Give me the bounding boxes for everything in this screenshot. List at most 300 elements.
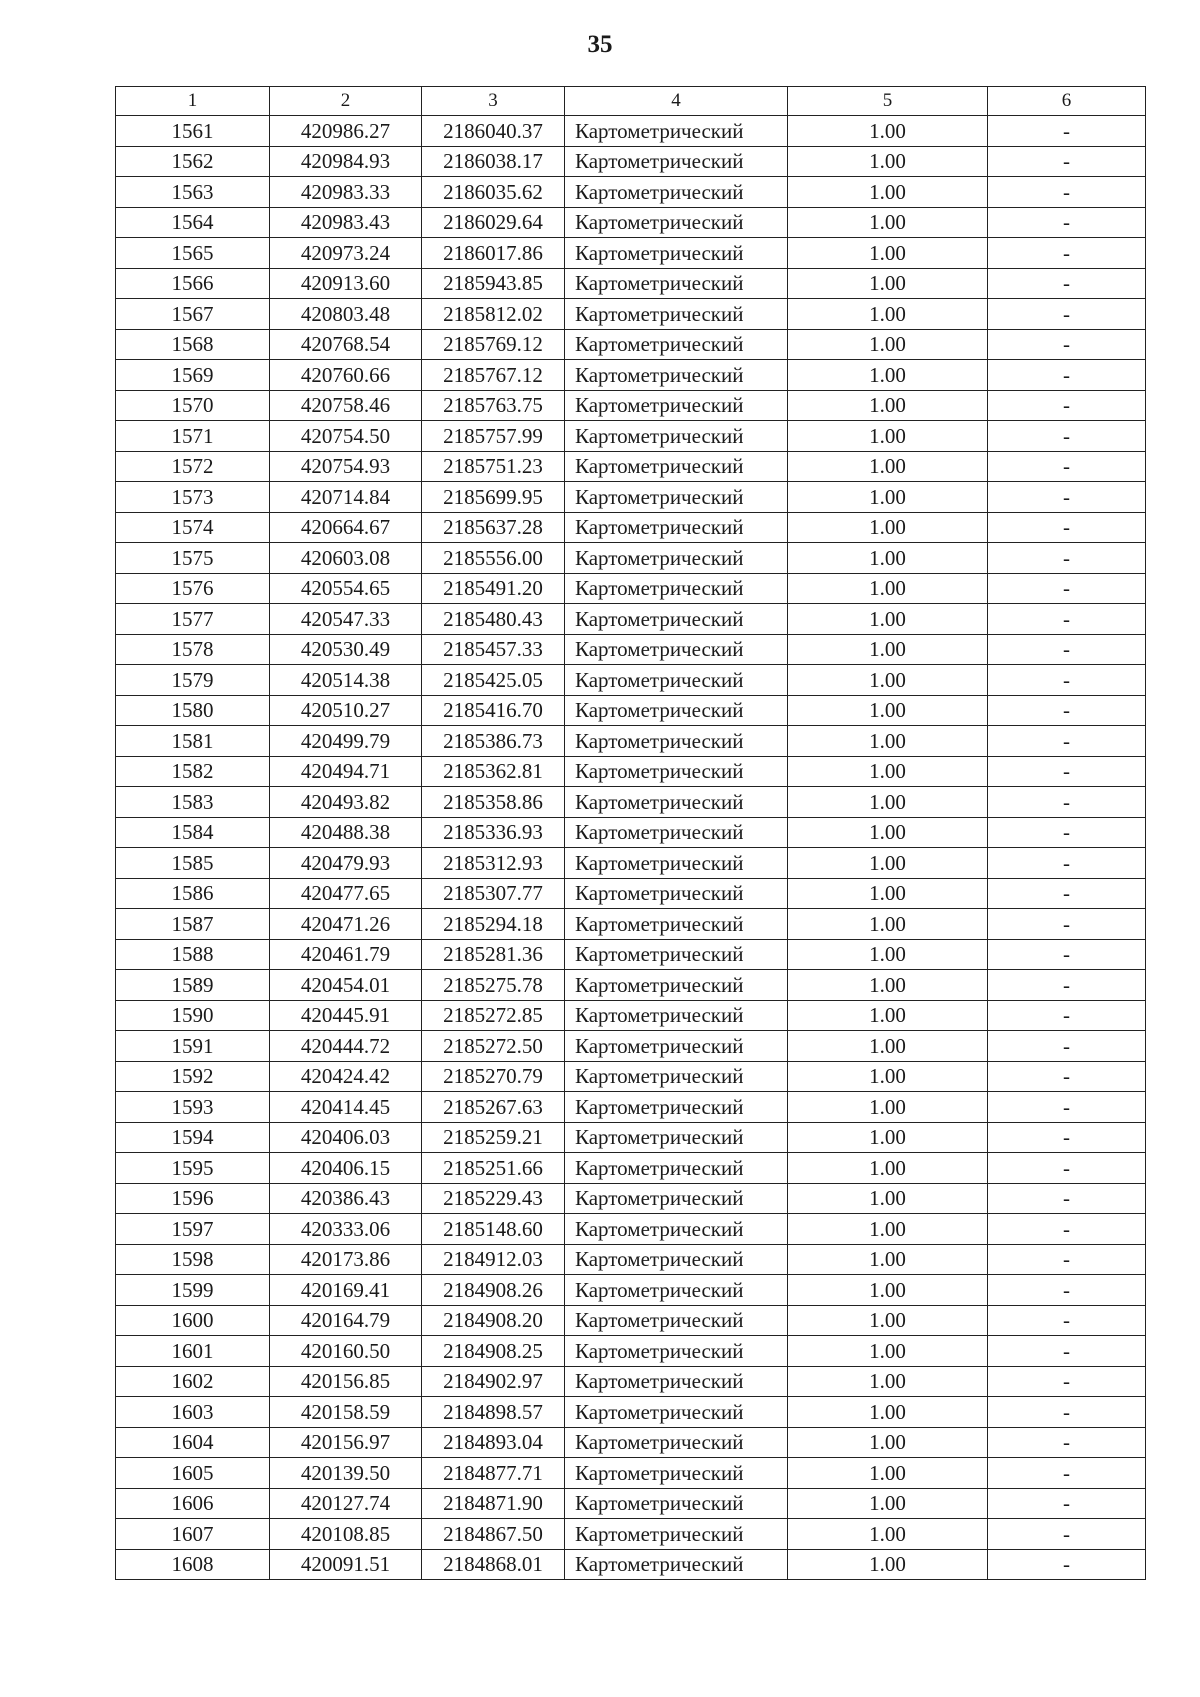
description-cell: - bbox=[988, 878, 1146, 909]
x-coordinate-cell: 420554.65 bbox=[270, 573, 422, 604]
accuracy-cell: 1.00 bbox=[788, 1061, 988, 1092]
description-cell: - bbox=[988, 238, 1146, 269]
y-coordinate-cell: 2186038.17 bbox=[422, 146, 565, 177]
x-coordinate-cell: 420471.26 bbox=[270, 909, 422, 940]
point-number-cell: 1596 bbox=[116, 1183, 270, 1214]
method-cell: Картометрический bbox=[565, 1031, 788, 1062]
method-cell: Картометрический bbox=[565, 1336, 788, 1367]
point-number-cell: 1562 bbox=[116, 146, 270, 177]
description-cell: - bbox=[988, 207, 1146, 238]
table-row bbox=[116, 299, 1146, 330]
point-number-cell: 1598 bbox=[116, 1244, 270, 1275]
description-cell: - bbox=[988, 329, 1146, 360]
accuracy-cell: 1.00 bbox=[788, 482, 988, 513]
accuracy-cell: 1.00 bbox=[788, 268, 988, 299]
description-cell: - bbox=[988, 360, 1146, 391]
x-coordinate-cell: 420754.93 bbox=[270, 451, 422, 482]
accuracy-cell: 1.00 bbox=[788, 238, 988, 269]
x-coordinate-cell: 420984.93 bbox=[270, 146, 422, 177]
x-coordinate-cell: 420510.27 bbox=[270, 695, 422, 726]
x-coordinate-cell: 420758.46 bbox=[270, 390, 422, 421]
point-number-cell: 1597 bbox=[116, 1214, 270, 1245]
method-cell: Картометрический bbox=[565, 360, 788, 391]
method-cell: Картометрический bbox=[565, 1366, 788, 1397]
x-coordinate-cell: 420603.08 bbox=[270, 543, 422, 574]
description-cell: - bbox=[988, 1214, 1146, 1245]
table-row bbox=[116, 177, 1146, 208]
column-header-6: 6 bbox=[988, 87, 1146, 116]
description-cell: - bbox=[988, 390, 1146, 421]
x-coordinate-cell: 420754.50 bbox=[270, 421, 422, 452]
table-row bbox=[116, 848, 1146, 879]
y-coordinate-cell: 2184871.90 bbox=[422, 1488, 565, 1519]
y-coordinate-cell: 2185251.66 bbox=[422, 1153, 565, 1184]
table-row bbox=[116, 1092, 1146, 1123]
x-coordinate-cell: 420406.03 bbox=[270, 1122, 422, 1153]
point-number-cell: 1573 bbox=[116, 482, 270, 513]
method-cell: Картометрический bbox=[565, 512, 788, 543]
x-coordinate-cell: 420983.43 bbox=[270, 207, 422, 238]
point-number-cell: 1599 bbox=[116, 1275, 270, 1306]
description-cell: - bbox=[988, 1366, 1146, 1397]
y-coordinate-cell: 2185556.00 bbox=[422, 543, 565, 574]
y-coordinate-cell: 2185362.81 bbox=[422, 756, 565, 787]
method-cell: Картометрический bbox=[565, 421, 788, 452]
accuracy-cell: 1.00 bbox=[788, 1458, 988, 1489]
table-row bbox=[116, 1458, 1146, 1489]
x-coordinate-cell: 420514.38 bbox=[270, 665, 422, 696]
x-coordinate-cell: 420913.60 bbox=[270, 268, 422, 299]
accuracy-cell: 1.00 bbox=[788, 1427, 988, 1458]
method-cell: Картометрический bbox=[565, 329, 788, 360]
y-coordinate-cell: 2184898.57 bbox=[422, 1397, 565, 1428]
method-cell: Картометрический bbox=[565, 146, 788, 177]
x-coordinate-cell: 420479.93 bbox=[270, 848, 422, 879]
point-number-cell: 1579 bbox=[116, 665, 270, 696]
accuracy-cell: 1.00 bbox=[788, 177, 988, 208]
x-coordinate-cell: 420108.85 bbox=[270, 1519, 422, 1550]
method-cell: Картометрический bbox=[565, 1549, 788, 1580]
point-number-cell: 1561 bbox=[116, 116, 270, 147]
y-coordinate-cell: 2185425.05 bbox=[422, 665, 565, 696]
y-coordinate-cell: 2185943.85 bbox=[422, 268, 565, 299]
method-cell: Картометрический bbox=[565, 634, 788, 665]
table-row bbox=[116, 421, 1146, 452]
y-coordinate-cell: 2184908.26 bbox=[422, 1275, 565, 1306]
point-number-cell: 1565 bbox=[116, 238, 270, 269]
table-row bbox=[116, 909, 1146, 940]
y-coordinate-cell: 2185812.02 bbox=[422, 299, 565, 330]
accuracy-cell: 1.00 bbox=[788, 451, 988, 482]
table-row bbox=[116, 1153, 1146, 1184]
y-coordinate-cell: 2185272.85 bbox=[422, 1000, 565, 1031]
method-cell: Картометрический bbox=[565, 1092, 788, 1123]
table-row bbox=[116, 543, 1146, 574]
table-row bbox=[116, 451, 1146, 482]
accuracy-cell: 1.00 bbox=[788, 1000, 988, 1031]
accuracy-cell: 1.00 bbox=[788, 1122, 988, 1153]
method-cell: Картометрический bbox=[565, 1519, 788, 1550]
description-cell: - bbox=[988, 1153, 1146, 1184]
y-coordinate-cell: 2185307.77 bbox=[422, 878, 565, 909]
description-cell: - bbox=[988, 512, 1146, 543]
table-row bbox=[116, 1275, 1146, 1306]
accuracy-cell: 1.00 bbox=[788, 360, 988, 391]
x-coordinate-cell: 420156.97 bbox=[270, 1427, 422, 1458]
y-coordinate-cell: 2185637.28 bbox=[422, 512, 565, 543]
page-number: 35 bbox=[587, 31, 613, 58]
accuracy-cell: 1.00 bbox=[788, 939, 988, 970]
accuracy-cell: 1.00 bbox=[788, 1275, 988, 1306]
table-row bbox=[116, 1183, 1146, 1214]
method-cell: Картометрический bbox=[565, 1214, 788, 1245]
description-cell: - bbox=[988, 909, 1146, 940]
table-row bbox=[116, 665, 1146, 696]
x-coordinate-cell: 420760.66 bbox=[270, 360, 422, 391]
method-cell: Картометрический bbox=[565, 1000, 788, 1031]
accuracy-cell: 1.00 bbox=[788, 390, 988, 421]
table-row bbox=[116, 268, 1146, 299]
method-cell: Картометрический bbox=[565, 1458, 788, 1489]
table-row bbox=[116, 1061, 1146, 1092]
method-cell: Картометрический bbox=[565, 1061, 788, 1092]
point-number-cell: 1581 bbox=[116, 726, 270, 757]
table-row bbox=[116, 939, 1146, 970]
x-coordinate-cell: 420414.45 bbox=[270, 1092, 422, 1123]
accuracy-cell: 1.00 bbox=[788, 512, 988, 543]
point-number-cell: 1576 bbox=[116, 573, 270, 604]
y-coordinate-cell: 2185769.12 bbox=[422, 329, 565, 360]
column-header-5: 5 bbox=[788, 87, 988, 116]
point-number-cell: 1605 bbox=[116, 1458, 270, 1489]
x-coordinate-cell: 420164.79 bbox=[270, 1305, 422, 1336]
method-cell: Картометрический bbox=[565, 390, 788, 421]
x-coordinate-cell: 420169.41 bbox=[270, 1275, 422, 1306]
y-coordinate-cell: 2185757.99 bbox=[422, 421, 565, 452]
point-number-cell: 1606 bbox=[116, 1488, 270, 1519]
method-cell: Картометрический bbox=[565, 451, 788, 482]
description-cell: - bbox=[988, 1427, 1146, 1458]
accuracy-cell: 1.00 bbox=[788, 329, 988, 360]
y-coordinate-cell: 2184912.03 bbox=[422, 1244, 565, 1275]
table-row bbox=[116, 1397, 1146, 1428]
point-number-cell: 1593 bbox=[116, 1092, 270, 1123]
description-cell: - bbox=[988, 573, 1146, 604]
description-cell: - bbox=[988, 1122, 1146, 1153]
y-coordinate-cell: 2185491.20 bbox=[422, 573, 565, 604]
x-coordinate-cell: 420406.15 bbox=[270, 1153, 422, 1184]
description-cell: - bbox=[988, 116, 1146, 147]
point-number-cell: 1601 bbox=[116, 1336, 270, 1367]
accuracy-cell: 1.00 bbox=[788, 1488, 988, 1519]
accuracy-cell: 1.00 bbox=[788, 1153, 988, 1184]
method-cell: Картометрический bbox=[565, 726, 788, 757]
x-coordinate-cell: 420714.84 bbox=[270, 482, 422, 513]
table-row bbox=[116, 390, 1146, 421]
point-number-cell: 1572 bbox=[116, 451, 270, 482]
description-cell: - bbox=[988, 1305, 1146, 1336]
method-cell: Картометрический bbox=[565, 116, 788, 147]
method-cell: Картометрический bbox=[565, 970, 788, 1001]
y-coordinate-cell: 2185270.79 bbox=[422, 1061, 565, 1092]
column-header-2: 2 bbox=[270, 87, 422, 116]
method-cell: Картометрический bbox=[565, 1183, 788, 1214]
method-cell: Картометрический bbox=[565, 695, 788, 726]
table-row bbox=[116, 604, 1146, 635]
x-coordinate-cell: 420547.33 bbox=[270, 604, 422, 635]
table-row bbox=[116, 1122, 1146, 1153]
description-cell: - bbox=[988, 1458, 1146, 1489]
description-cell: - bbox=[988, 665, 1146, 696]
accuracy-cell: 1.00 bbox=[788, 604, 988, 635]
point-number-cell: 1583 bbox=[116, 787, 270, 818]
point-number-cell: 1600 bbox=[116, 1305, 270, 1336]
table-row bbox=[116, 329, 1146, 360]
point-number-cell: 1575 bbox=[116, 543, 270, 574]
method-cell: Картометрический bbox=[565, 878, 788, 909]
table-row bbox=[116, 1244, 1146, 1275]
y-coordinate-cell: 2184867.50 bbox=[422, 1519, 565, 1550]
description-cell: - bbox=[988, 299, 1146, 330]
accuracy-cell: 1.00 bbox=[788, 1092, 988, 1123]
point-number-cell: 1608 bbox=[116, 1549, 270, 1580]
x-coordinate-cell: 420493.82 bbox=[270, 787, 422, 818]
method-cell: Картометрический bbox=[565, 543, 788, 574]
y-coordinate-cell: 2185281.36 bbox=[422, 939, 565, 970]
accuracy-cell: 1.00 bbox=[788, 726, 988, 757]
description-cell: - bbox=[988, 146, 1146, 177]
accuracy-cell: 1.00 bbox=[788, 421, 988, 452]
point-number-cell: 1586 bbox=[116, 878, 270, 909]
x-coordinate-cell: 420986.27 bbox=[270, 116, 422, 147]
method-cell: Картометрический bbox=[565, 1488, 788, 1519]
y-coordinate-cell: 2185751.23 bbox=[422, 451, 565, 482]
description-cell: - bbox=[988, 787, 1146, 818]
method-cell: Картометрический bbox=[565, 756, 788, 787]
method-cell: Картометрический bbox=[565, 604, 788, 635]
x-coordinate-cell: 420445.91 bbox=[270, 1000, 422, 1031]
accuracy-cell: 1.00 bbox=[788, 970, 988, 1001]
point-number-cell: 1578 bbox=[116, 634, 270, 665]
point-number-cell: 1584 bbox=[116, 817, 270, 848]
point-number-cell: 1582 bbox=[116, 756, 270, 787]
point-number-cell: 1588 bbox=[116, 939, 270, 970]
accuracy-cell: 1.00 bbox=[788, 146, 988, 177]
point-number-cell: 1569 bbox=[116, 360, 270, 391]
method-cell: Картометрический bbox=[565, 665, 788, 696]
method-cell: Картометрический bbox=[565, 787, 788, 818]
y-coordinate-cell: 2185336.93 bbox=[422, 817, 565, 848]
y-coordinate-cell: 2185763.75 bbox=[422, 390, 565, 421]
table-row bbox=[116, 817, 1146, 848]
table-row bbox=[116, 787, 1146, 818]
accuracy-cell: 1.00 bbox=[788, 116, 988, 147]
y-coordinate-cell: 2185272.50 bbox=[422, 1031, 565, 1062]
accuracy-cell: 1.00 bbox=[788, 207, 988, 238]
y-coordinate-cell: 2186040.37 bbox=[422, 116, 565, 147]
point-number-cell: 1568 bbox=[116, 329, 270, 360]
x-coordinate-cell: 420173.86 bbox=[270, 1244, 422, 1275]
table-row bbox=[116, 1488, 1146, 1519]
accuracy-cell: 1.00 bbox=[788, 909, 988, 940]
point-number-cell: 1563 bbox=[116, 177, 270, 208]
description-cell: - bbox=[988, 1031, 1146, 1062]
y-coordinate-cell: 2184908.25 bbox=[422, 1336, 565, 1367]
x-coordinate-cell: 420664.67 bbox=[270, 512, 422, 543]
description-cell: - bbox=[988, 1549, 1146, 1580]
point-number-cell: 1602 bbox=[116, 1366, 270, 1397]
point-number-cell: 1571 bbox=[116, 421, 270, 452]
y-coordinate-cell: 2186029.64 bbox=[422, 207, 565, 238]
y-coordinate-cell: 2184893.04 bbox=[422, 1427, 565, 1458]
y-coordinate-cell: 2185312.93 bbox=[422, 848, 565, 879]
x-coordinate-cell: 420973.24 bbox=[270, 238, 422, 269]
y-coordinate-cell: 2184868.01 bbox=[422, 1549, 565, 1580]
description-cell: - bbox=[988, 543, 1146, 574]
method-cell: Картометрический bbox=[565, 1122, 788, 1153]
x-coordinate-cell: 420386.43 bbox=[270, 1183, 422, 1214]
accuracy-cell: 1.00 bbox=[788, 573, 988, 604]
table-row bbox=[116, 116, 1146, 147]
description-cell: - bbox=[988, 1336, 1146, 1367]
table-row bbox=[116, 1549, 1146, 1580]
table-header-row bbox=[116, 87, 1146, 116]
table-row bbox=[116, 1305, 1146, 1336]
description-cell: - bbox=[988, 817, 1146, 848]
description-cell: - bbox=[988, 695, 1146, 726]
method-cell: Картометрический bbox=[565, 238, 788, 269]
accuracy-cell: 1.00 bbox=[788, 665, 988, 696]
y-coordinate-cell: 2184908.20 bbox=[422, 1305, 565, 1336]
accuracy-cell: 1.00 bbox=[788, 695, 988, 726]
x-coordinate-cell: 420091.51 bbox=[270, 1549, 422, 1580]
y-coordinate-cell: 2185267.63 bbox=[422, 1092, 565, 1123]
method-cell: Картометрический bbox=[565, 1244, 788, 1275]
method-cell: Картометрический bbox=[565, 482, 788, 513]
description-cell: - bbox=[988, 1275, 1146, 1306]
y-coordinate-cell: 2185767.12 bbox=[422, 360, 565, 391]
table-row bbox=[116, 756, 1146, 787]
table-row bbox=[116, 1427, 1146, 1458]
y-coordinate-cell: 2185416.70 bbox=[422, 695, 565, 726]
method-cell: Картометрический bbox=[565, 1397, 788, 1428]
table-row bbox=[116, 1336, 1146, 1367]
y-coordinate-cell: 2185358.86 bbox=[422, 787, 565, 818]
description-cell: - bbox=[988, 268, 1146, 299]
x-coordinate-cell: 420424.42 bbox=[270, 1061, 422, 1092]
description-cell: - bbox=[988, 604, 1146, 635]
table-row bbox=[116, 1000, 1146, 1031]
x-coordinate-cell: 420127.74 bbox=[270, 1488, 422, 1519]
point-number-cell: 1607 bbox=[116, 1519, 270, 1550]
accuracy-cell: 1.00 bbox=[788, 1031, 988, 1062]
description-cell: - bbox=[988, 1397, 1146, 1428]
point-number-cell: 1595 bbox=[116, 1153, 270, 1184]
table-row bbox=[116, 360, 1146, 391]
table-body bbox=[116, 87, 1146, 1580]
description-cell: - bbox=[988, 451, 1146, 482]
x-coordinate-cell: 420494.71 bbox=[270, 756, 422, 787]
accuracy-cell: 1.00 bbox=[788, 299, 988, 330]
x-coordinate-cell: 420444.72 bbox=[270, 1031, 422, 1062]
description-cell: - bbox=[988, 726, 1146, 757]
x-coordinate-cell: 420333.06 bbox=[270, 1214, 422, 1245]
table-row bbox=[116, 512, 1146, 543]
description-cell: - bbox=[988, 939, 1146, 970]
coordinates-table bbox=[115, 86, 1146, 1580]
y-coordinate-cell: 2185275.78 bbox=[422, 970, 565, 1001]
method-cell: Картометрический bbox=[565, 573, 788, 604]
accuracy-cell: 1.00 bbox=[788, 1397, 988, 1428]
x-coordinate-cell: 420983.33 bbox=[270, 177, 422, 208]
column-header-4: 4 bbox=[565, 87, 788, 116]
method-cell: Картометрический bbox=[565, 817, 788, 848]
method-cell: Картометрический bbox=[565, 207, 788, 238]
description-cell: - bbox=[988, 1244, 1146, 1275]
description-cell: - bbox=[988, 177, 1146, 208]
accuracy-cell: 1.00 bbox=[788, 1244, 988, 1275]
y-coordinate-cell: 2185259.21 bbox=[422, 1122, 565, 1153]
description-cell: - bbox=[988, 1519, 1146, 1550]
method-cell: Картометрический bbox=[565, 1427, 788, 1458]
accuracy-cell: 1.00 bbox=[788, 848, 988, 879]
accuracy-cell: 1.00 bbox=[788, 543, 988, 574]
point-number-cell: 1570 bbox=[116, 390, 270, 421]
accuracy-cell: 1.00 bbox=[788, 1549, 988, 1580]
x-coordinate-cell: 420454.01 bbox=[270, 970, 422, 1001]
description-cell: - bbox=[988, 970, 1146, 1001]
table-row bbox=[116, 970, 1146, 1001]
point-number-cell: 1604 bbox=[116, 1427, 270, 1458]
table-row bbox=[116, 146, 1146, 177]
description-cell: - bbox=[988, 1183, 1146, 1214]
table-row bbox=[116, 573, 1146, 604]
method-cell: Картометрический bbox=[565, 848, 788, 879]
y-coordinate-cell: 2184877.71 bbox=[422, 1458, 565, 1489]
accuracy-cell: 1.00 bbox=[788, 878, 988, 909]
point-number-cell: 1574 bbox=[116, 512, 270, 543]
description-cell: - bbox=[988, 634, 1146, 665]
point-number-cell: 1603 bbox=[116, 1397, 270, 1428]
x-coordinate-cell: 420768.54 bbox=[270, 329, 422, 360]
x-coordinate-cell: 420499.79 bbox=[270, 726, 422, 757]
y-coordinate-cell: 2185148.60 bbox=[422, 1214, 565, 1245]
table-row bbox=[116, 1031, 1146, 1062]
point-number-cell: 1594 bbox=[116, 1122, 270, 1153]
method-cell: Картометрический bbox=[565, 1305, 788, 1336]
description-cell: - bbox=[988, 421, 1146, 452]
y-coordinate-cell: 2184902.97 bbox=[422, 1366, 565, 1397]
accuracy-cell: 1.00 bbox=[788, 1519, 988, 1550]
y-coordinate-cell: 2185229.43 bbox=[422, 1183, 565, 1214]
y-coordinate-cell: 2185699.95 bbox=[422, 482, 565, 513]
point-number-cell: 1577 bbox=[116, 604, 270, 635]
point-number-cell: 1590 bbox=[116, 1000, 270, 1031]
accuracy-cell: 1.00 bbox=[788, 1183, 988, 1214]
x-coordinate-cell: 420488.38 bbox=[270, 817, 422, 848]
accuracy-cell: 1.00 bbox=[788, 1336, 988, 1367]
y-coordinate-cell: 2186017.86 bbox=[422, 238, 565, 269]
x-coordinate-cell: 420156.85 bbox=[270, 1366, 422, 1397]
point-number-cell: 1567 bbox=[116, 299, 270, 330]
table-row bbox=[116, 695, 1146, 726]
point-number-cell: 1591 bbox=[116, 1031, 270, 1062]
table-row bbox=[116, 482, 1146, 513]
x-coordinate-cell: 420461.79 bbox=[270, 939, 422, 970]
point-number-cell: 1592 bbox=[116, 1061, 270, 1092]
accuracy-cell: 1.00 bbox=[788, 756, 988, 787]
accuracy-cell: 1.00 bbox=[788, 634, 988, 665]
